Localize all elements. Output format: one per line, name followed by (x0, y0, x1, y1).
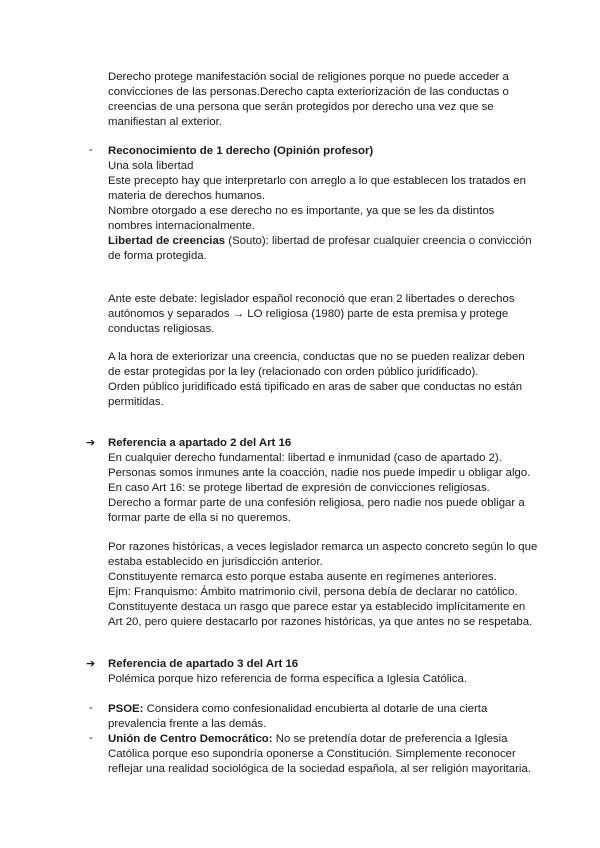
ucd-item (108, 732, 531, 777)
text-line: Ante este debate: legislador español reconoció que eran 2 libertades o derechos (108, 293, 515, 305)
arrow-bullet-icon: ➔ (86, 437, 96, 449)
dash-bullet: - (89, 732, 93, 744)
text-line: formar parte de ella si no queremos. (108, 512, 291, 524)
arrow-bullet-icon: ➔ (86, 658, 96, 670)
text-line: Constituyente remarca esto porque estaba ausente en regímenes anteriores. (108, 571, 497, 583)
text-line: creencias de una persona que serán protegidos por derecho una vez que se (108, 101, 494, 113)
text-line: En caso Art 16: se protege libertad de expresión de convicciones religiosas. (108, 482, 490, 494)
text-line: de estar protegidas por la ley (relacionado con orden público juridificado). (108, 366, 479, 378)
psoe-item (108, 702, 528, 732)
text-line: Una sola libertad (108, 160, 194, 172)
text-line: nombres internacionalmente. (108, 220, 255, 232)
text-line: autónomos y separados → LO religiosa (1980) parte de esta premisa y protege (108, 308, 509, 320)
text-line: Derecho a formar parte de una confesión religiosa, pero nadie nos puede obligar a (108, 497, 525, 509)
text-line: No se pretendía dotar de preferencia a Iglesia (272, 733, 508, 745)
text-line: Art 20, pero quiere destacarlo por razones históricas, ya que antes no se respetaba. (108, 616, 533, 628)
intro-paragraph (108, 70, 528, 130)
text-line: prevalencia frente a las demás. (108, 718, 267, 730)
bold-term: Libertad de creencias (108, 235, 226, 247)
text-line: Polémica porque hizo referencia de forma específica a Iglesia Católica. (108, 673, 467, 685)
text-line: Por razones históricas, a veces legislador remarca un aspecto concreto según lo que (108, 541, 538, 553)
text-line: En cualquier derecho fundamental: libertad e inmunidad (caso de apartado 2). (108, 452, 502, 464)
text-line: Orden público juridificado está tipificado en aras de saber que conductas no están (108, 381, 523, 393)
text-line: manifiestan al exterior. (108, 116, 222, 128)
text-line: Personas somos inmunes ante la coacción, nadie nos puede impedir u obligar algo. (108, 467, 531, 479)
text-line: (Souto): libertad de profesar cualquier creencia o convicción (225, 235, 532, 247)
bold-term: Unión de Centro Democrático: (108, 733, 273, 745)
section-heading: Reconocimiento de 1 derecho (Opinión profesor) (108, 145, 374, 157)
bold-term: PSOE: (108, 703, 144, 715)
text-line: de forma protegida. (108, 250, 207, 262)
text-line: Nombre otorgado a ese derecho no es importante, ya que se les da distintos (108, 205, 495, 217)
historicas-paragraph (108, 540, 538, 630)
text-line: convicciones de las personas.Derecho capta exteriorización de las conductas o (108, 86, 509, 98)
section-heading: Referencia a apartado 2 del Art 16 (108, 437, 292, 449)
exteriorizar-paragraph (108, 350, 528, 410)
text-line: Este precepto hay que interpretarlo con arreglo a lo que establecen los tratados en (108, 175, 526, 187)
text-line: Considera como confesionalidad encubierta al dotarle de una cierta (143, 703, 488, 715)
text-line: A la hora de exteriorizar una creencia, conductas que no se pueden realizar deben (108, 351, 525, 363)
text-line: Constituyente destaca un rasgo que parece estar ya establecido implícitamente en (108, 601, 526, 613)
section-apartado-3 (108, 657, 528, 687)
text-line: materia de derechos humanos. (108, 190, 266, 202)
section-heading: Referencia de apartado 3 del Art 16 (108, 658, 299, 670)
section-reconocimiento (108, 144, 532, 264)
text-line: conductas religiosas. (108, 323, 215, 335)
dash-bullet: - (89, 702, 93, 714)
text-line: Derecho protege manifestación social de religiones porque no puede acceder a (108, 71, 509, 83)
text-line: permitidas. (108, 396, 164, 408)
text-line: estaba establecido en jurisdicción anterior. (108, 556, 323, 568)
dash-bullet: - (89, 144, 93, 156)
text-line: reflejar una realidad sociológica de la sociedad española, al ser religión mayoritaria. (108, 763, 531, 775)
section-apartado-2 (108, 436, 531, 526)
text-line: Ejm: Franquismo: Ámbito matrimonio civil, persona debía de declarar no católico. (108, 586, 518, 598)
text-line: Católica porque eso supondría oponerse a Constitución. Simplemente reconocer (108, 748, 516, 760)
debate-paragraph (108, 292, 528, 337)
